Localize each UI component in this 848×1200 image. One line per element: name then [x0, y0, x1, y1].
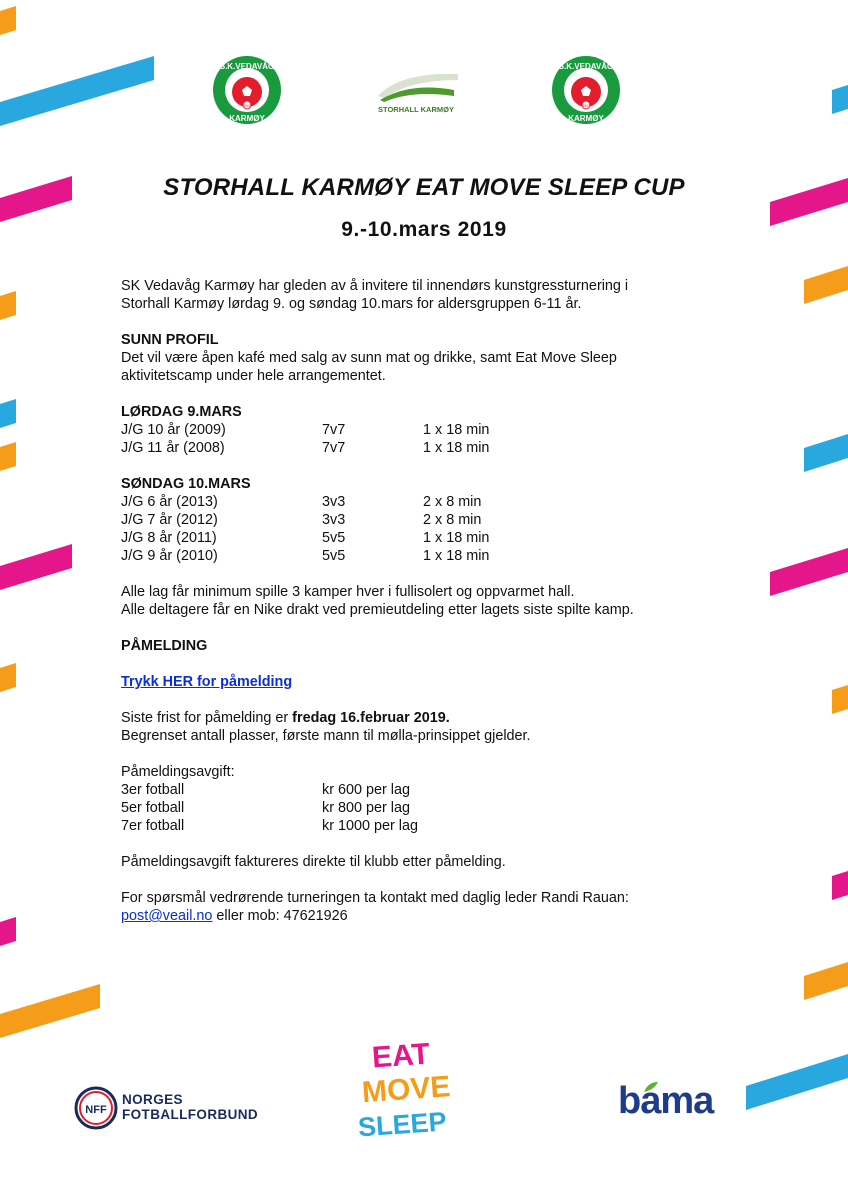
- ems-eat: EAT: [370, 1037, 431, 1075]
- schedule-duration: 1 x 18 min: [423, 422, 490, 438]
- schedule-duration: 1 x 18 min: [423, 440, 490, 456]
- invitation-body: [121, 277, 721, 925]
- sunn-profil-heading: SUNN PROFIL: [121, 332, 219, 348]
- fee-type: 7er fotball: [121, 818, 185, 834]
- stripe-orange: [804, 266, 848, 304]
- schedule-row: [121, 421, 721, 439]
- saturday-heading: LØRDAG 9.MARS: [121, 404, 242, 420]
- bama-wordmark: bama: [618, 1080, 714, 1122]
- sunday-heading: SØNDAG 10.MARS: [121, 476, 251, 492]
- schedule-duration: 2 x 8 min: [423, 512, 482, 528]
- schedule-row: [121, 547, 721, 565]
- registration-link[interactable]: Trykk HER for påmelding: [121, 674, 293, 690]
- schedule-format: 5v5: [322, 548, 346, 564]
- schedule-duration: 1 x 18 min: [423, 548, 490, 564]
- stripe-blue: [804, 434, 848, 472]
- intro-line-1: SK Vedavåg Karmøy har gleden av å invitere til innendørs kunstgressturnering i: [121, 278, 629, 294]
- fee-type: 5er fotball: [121, 800, 185, 816]
- fee-price: kr 1000 per lag: [322, 818, 418, 834]
- stripe-orange: [0, 291, 16, 320]
- stripe-orange: [832, 685, 848, 714]
- schedule-row: [121, 511, 721, 529]
- schedule-group: J/G 7 år (2012): [121, 512, 218, 528]
- stripe-blue: [0, 56, 154, 126]
- stripe-magenta: [0, 544, 72, 590]
- schedule-row: [121, 529, 721, 547]
- nff-emblem-icon: [74, 1086, 118, 1130]
- page-title: STORHALL KARMØY EAT MOVE SLEEP CUP: [163, 174, 685, 201]
- fee-price: kr 800 per lag: [322, 800, 410, 816]
- sunn-profil-line-2: aktivitetscamp under hele arrangementet.: [121, 368, 386, 384]
- stripe-orange: [0, 984, 100, 1038]
- stripe-blue: [832, 85, 848, 114]
- deadline-prefix: Siste frist for påmelding er: [121, 710, 289, 726]
- fee-row: [121, 799, 721, 817]
- stripe-magenta: [0, 917, 16, 946]
- storhall-logo-text: STORHALL KARMØY: [378, 105, 454, 114]
- club-logo-bottom-text: KARMØY: [568, 114, 604, 123]
- info-line-1: Alle lag får minimum spille 3 kamper hver i fullisolert og oppvarmet hall.: [121, 584, 575, 600]
- stripe-orange: [804, 962, 848, 1000]
- stripe-orange: [0, 6, 16, 35]
- schedule-format: 7v7: [322, 440, 346, 456]
- stripe-blue: [0, 399, 16, 428]
- event-dates: 9.-10.mars 2019: [341, 218, 507, 241]
- fees-heading: Påmeldingsavgift:: [121, 764, 235, 780]
- club-logo-bottom-text: KARMØY: [229, 114, 265, 123]
- schedule-group: J/G 11 år (2008): [121, 440, 225, 456]
- stripe-blue: [746, 1054, 848, 1110]
- schedule-row: [121, 493, 721, 511]
- eat-move-sleep-logo: [356, 1036, 452, 1146]
- sunn-profil-line-1: Det vil være åpen kafé med salg av sunn mat og drikke, samt Eat Move Sleep: [121, 350, 617, 366]
- schedule-group: J/G 10 år (2009): [121, 422, 226, 438]
- nff-name-line-2: FOTBALLFORBUND: [122, 1107, 259, 1122]
- fee-price: kr 600 per lag: [322, 782, 410, 798]
- nff-emblem-text: NFF: [85, 1104, 107, 1116]
- stripe-orange: [0, 442, 16, 471]
- club-logo-top-text: S.K.VEDAVÅG: [219, 62, 275, 71]
- schedule-format: 5v5: [322, 530, 346, 546]
- nff-logo: [74, 1086, 264, 1132]
- club-logo-year: 1907: [243, 104, 251, 108]
- club-logo-year: 1907: [582, 104, 590, 108]
- deadline-date: fredag 16.februar 2019.: [292, 710, 450, 726]
- info-line-2: Alle deltagere får en Nike drakt ved premieutdeling etter lagets siste spilte kamp.: [121, 602, 634, 618]
- ems-sleep: SLEEP: [357, 1106, 448, 1143]
- stripe-orange: [0, 663, 16, 692]
- fee-row: [121, 817, 721, 835]
- stripe-magenta: [832, 871, 848, 900]
- schedule-group: J/G 9 år (2010): [121, 548, 218, 564]
- contact-email-link[interactable]: post@veail.no: [121, 908, 213, 924]
- ems-move: MOVE: [360, 1070, 452, 1110]
- nff-name: [122, 1092, 258, 1122]
- schedule-row: [121, 439, 721, 457]
- club-logo-top-text: S.K.VEDAVÅG: [558, 62, 614, 71]
- invoice-note: Påmeldingsavgift faktureres direkte til klubb etter påmelding.: [121, 854, 506, 870]
- registration-heading: PÅMELDING: [121, 638, 208, 654]
- schedule-group: J/G 6 år (2013): [121, 494, 218, 510]
- deadline-line: [121, 709, 721, 727]
- schedule-duration: 2 x 8 min: [423, 494, 482, 510]
- club-logo-left: [212, 55, 282, 125]
- schedule-group: J/G 8 år (2011): [121, 530, 217, 546]
- club-logo-right: [551, 55, 621, 125]
- fee-type: 3er fotball: [121, 782, 185, 798]
- contact-line-1: For spørsmål vedrørende turneringen ta kontakt med daglig leder Randi Rauan:: [121, 890, 629, 906]
- limited-spots-note: Begrenset antall plasser, første mann til mølla-prinsippet gjelder.: [121, 728, 531, 744]
- storhall-karmoy-logo: [370, 68, 462, 118]
- contact-mobile: eller mob: 47621926: [216, 908, 348, 924]
- schedule-format: 3v3: [322, 512, 346, 528]
- bama-logo: [614, 1080, 718, 1126]
- schedule-format: 3v3: [322, 494, 346, 510]
- nff-name-line-1: NORGES: [122, 1092, 183, 1107]
- contact-line-2: [121, 907, 721, 925]
- intro-line-2: Storhall Karmøy lørdag 9. og søndag 10.mars for aldersgruppen 6-11 år.: [121, 296, 582, 312]
- stripe-magenta: [770, 548, 848, 596]
- schedule-format: 7v7: [322, 422, 346, 438]
- fee-row: [121, 781, 721, 799]
- schedule-duration: 1 x 18 min: [423, 530, 490, 546]
